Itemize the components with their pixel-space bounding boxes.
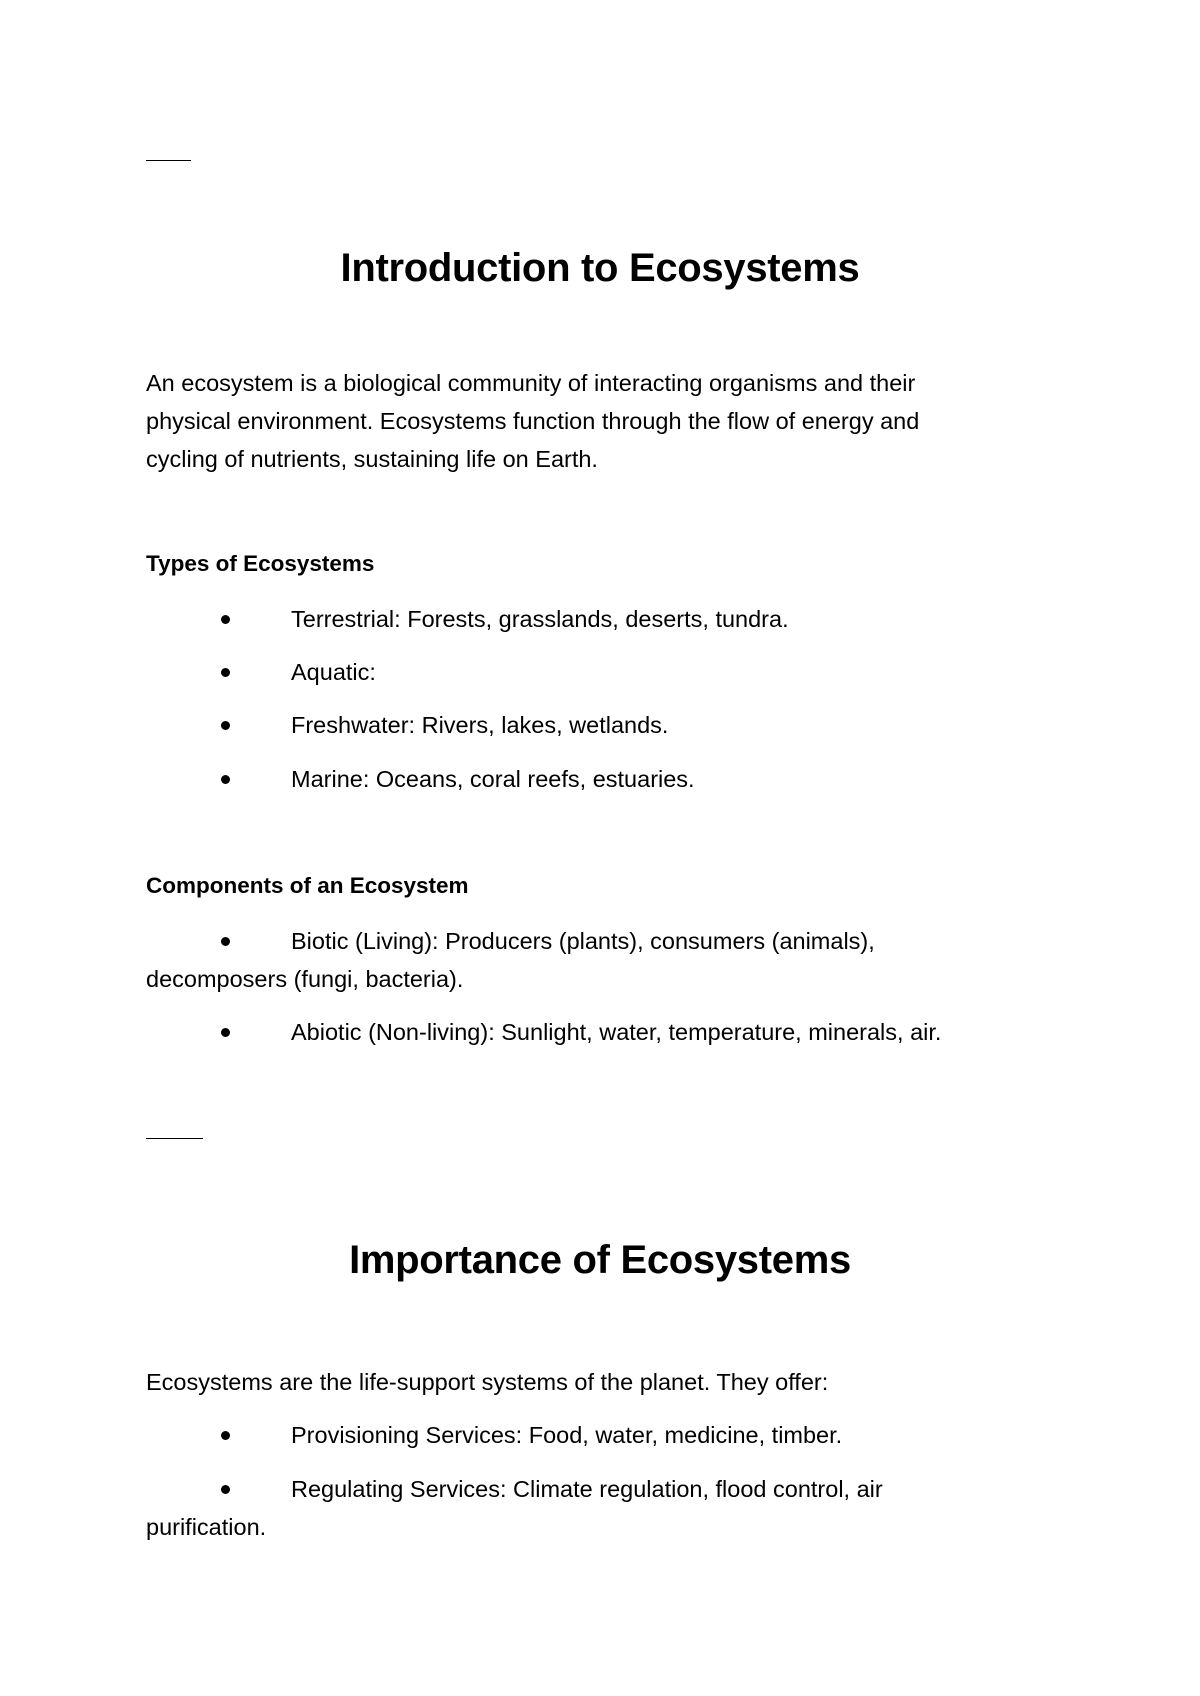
list-item-type (146, 653, 1046, 691)
intro-paragraph (146, 364, 1046, 478)
type-text: Aquatic: (291, 659, 376, 685)
bullet-icon (221, 600, 230, 638)
list-item-component (146, 1013, 1046, 1051)
bullet-icon (221, 1013, 230, 1051)
top-divider (146, 160, 191, 161)
service-line: Regulating Services: Climate regulation, flood control, air (291, 1476, 883, 1502)
types-heading: Types of Ecosystems (146, 551, 375, 576)
bullet-icon (221, 1416, 230, 1454)
type-text: Freshwater: Rivers, lakes, wetlands. (291, 712, 669, 738)
intro-line: An ecosystem is a biological community of interacting organisms and their (146, 370, 916, 396)
type-text: Marine: Oceans, coral reefs, estuaries. (291, 766, 695, 792)
list-item-type (146, 600, 1046, 638)
service-line: Provisioning Services: Food, water, medicine, timber. (291, 1422, 843, 1448)
intro-line: cycling of nutrients, sustaining life on Earth. (146, 446, 598, 472)
type-text: Terrestrial: Forests, grasslands, deserts, tundra. (291, 606, 789, 632)
bullet-icon (221, 653, 230, 691)
importance-intro: Ecosystems are the life-support systems of the planet. They offer: (146, 1369, 829, 1395)
service-line: purification. (146, 1514, 267, 1540)
component-line: Biotic (Living): Producers (plants), consumers (animals), (291, 928, 875, 954)
list-item-type (146, 760, 1046, 798)
list-item-service (146, 1416, 1046, 1454)
list-item-service (146, 1470, 1046, 1546)
bullet-icon (221, 922, 230, 960)
component-line: Abiotic (Non-living): Sunlight, water, temperature, minerals, air. (291, 1019, 942, 1045)
section-title-introduction: Introduction to Ecosystems (340, 246, 860, 290)
bullet-icon (221, 706, 230, 744)
section-divider (146, 1138, 203, 1139)
bullet-icon (221, 760, 230, 798)
list-item-type (146, 706, 1046, 744)
components-heading: Components of an Ecosystem (146, 873, 469, 898)
section-title-importance: Importance of Ecosystems (349, 1238, 851, 1282)
intro-line: physical environment. Ecosystems function through the flow of energy and (146, 408, 920, 434)
component-line: decomposers (fungi, bacteria). (146, 966, 464, 992)
list-item-component (146, 922, 1046, 998)
bullet-icon (221, 1470, 230, 1508)
